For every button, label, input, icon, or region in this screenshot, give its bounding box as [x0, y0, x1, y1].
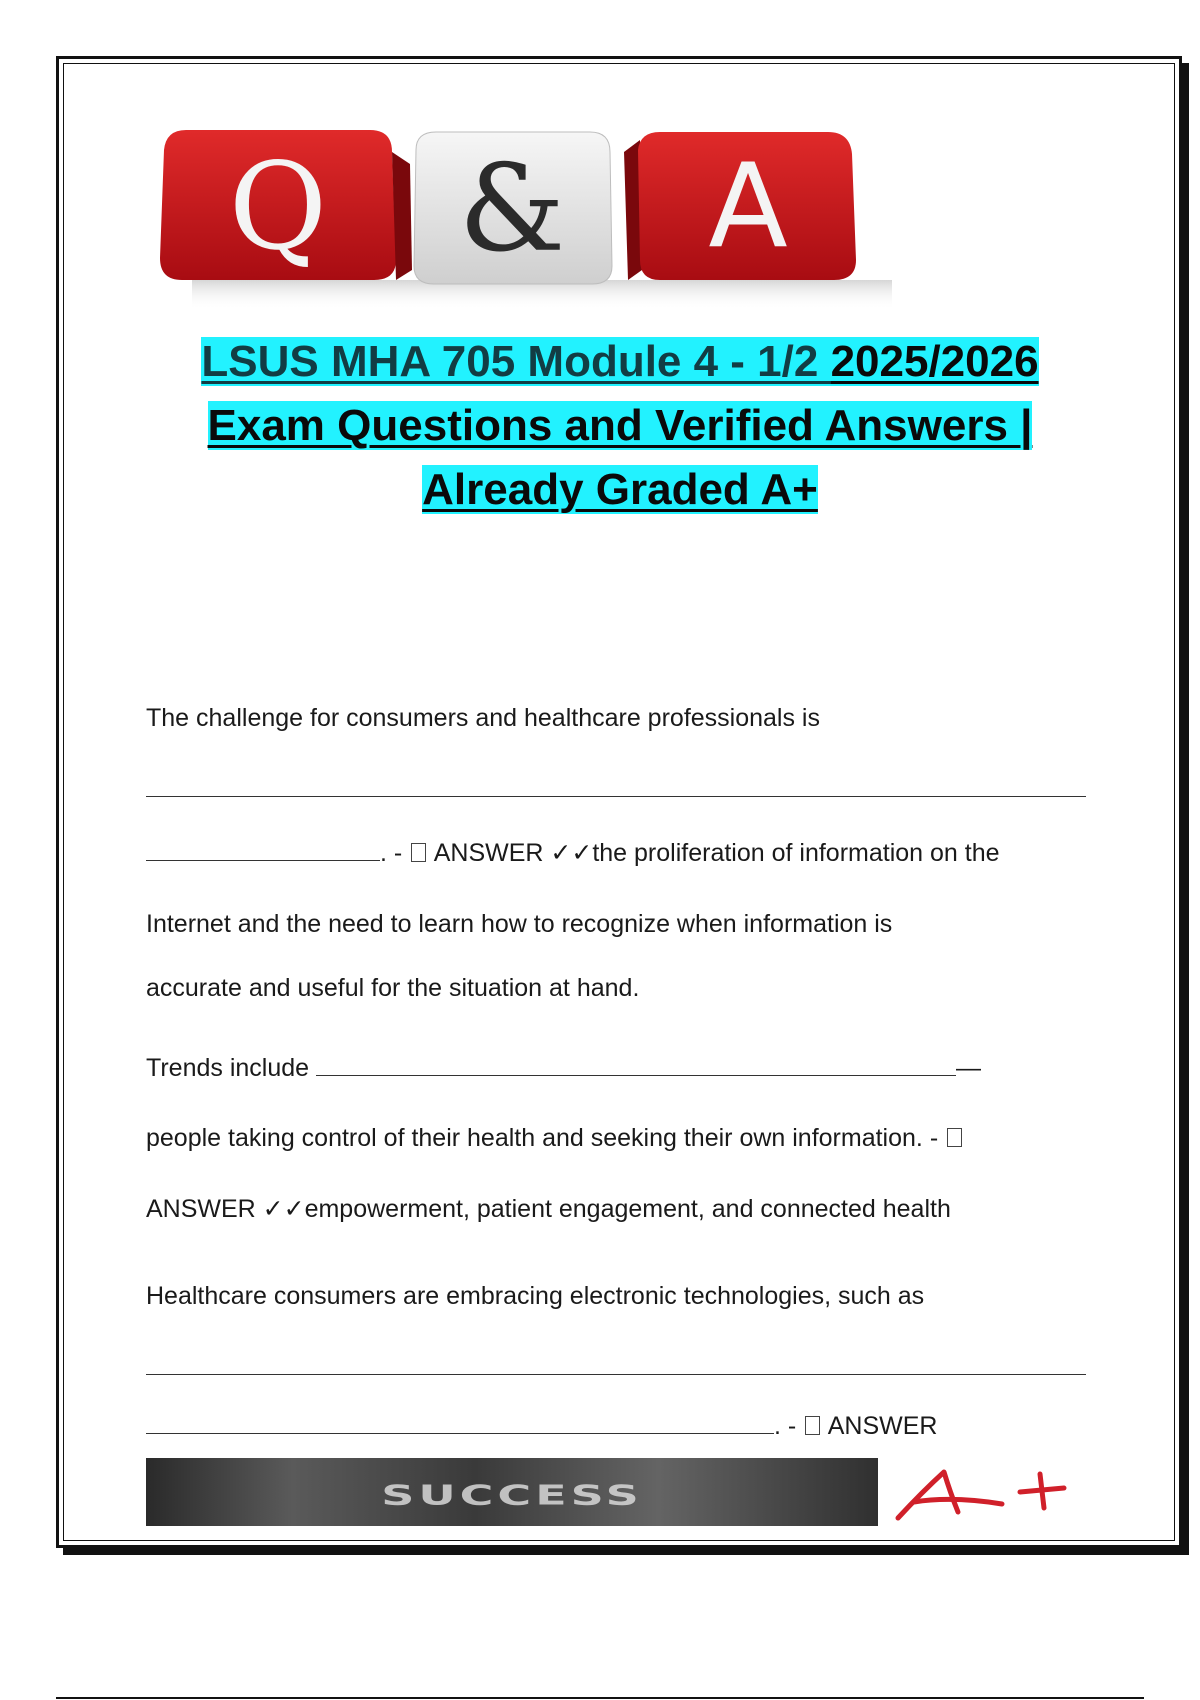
- q3-question-text: Healthcare consumers are embracing electronic technologies, such as: [146, 1282, 925, 1310]
- success-banner-text: SUCCESS: [381, 1478, 643, 1512]
- page-bottom-rule: [56, 1697, 1144, 1699]
- q2-question-line1: [146, 1054, 981, 1083]
- amp-die: [414, 132, 612, 284]
- grade-mark-text: A+: [892, 1462, 894, 1463]
- q2-answer-line: [146, 1194, 951, 1224]
- title-line1-part-b: 2025/2026: [830, 337, 1039, 386]
- q3-answer-label: ANSWER: [827, 1412, 938, 1440]
- q2-blank-line: [316, 1055, 956, 1076]
- success-chalkboard-banner: [146, 1458, 878, 1526]
- missing-glyph-icon: [805, 1416, 820, 1435]
- q2-answer-text: empowerment, patient engagement, and connected health: [304, 1195, 951, 1223]
- q1-answer-intro: . -: [380, 839, 410, 867]
- title-line2: Exam Questions and Verified Answers |: [207, 401, 1033, 450]
- q1-answer-text-2: Internet and the need to learn how to recognize when information is: [146, 910, 893, 938]
- title-line1-part-a: LSUS MHA 705 Module 4 - 1/2: [201, 337, 831, 386]
- a-plus-grade-mark: [892, 1462, 1072, 1528]
- q2-question-text-a: Trends include: [146, 1054, 316, 1082]
- document-title: [130, 330, 1110, 522]
- q1-answer-text-1: the proliferation of information on the: [592, 839, 1000, 867]
- q-die: [160, 130, 412, 280]
- a-die: [624, 132, 856, 280]
- missing-glyph-icon: [411, 843, 426, 862]
- q2-question-text-2: people taking control of their health and seeking their own information. -: [146, 1124, 946, 1152]
- q1-answer-label: ANSWER ✓✓: [433, 839, 593, 867]
- ampersand-letter: &: [458, 140, 566, 279]
- a-letter: A: [708, 139, 788, 274]
- q3-blank-line-1: [146, 1374, 1086, 1375]
- q3-answer-intro: . -: [774, 1412, 804, 1440]
- q1-blank-line-2: [146, 840, 380, 861]
- title-line3: Already Graded A+: [422, 465, 818, 514]
- q1-question-text: The challenge for consumers and healthcare professionals is: [146, 704, 820, 732]
- q1-blank-line-1: [146, 796, 1086, 797]
- qa-dice-logo: [152, 120, 932, 310]
- q2-answer-label: ANSWER ✓✓: [146, 1195, 305, 1223]
- q3-answer-line: [146, 1412, 937, 1441]
- q-letter: Q: [228, 138, 328, 277]
- q1-answer-text-3: accurate and useful for the situation at hand.: [146, 974, 640, 1002]
- missing-glyph-icon: [947, 1128, 962, 1147]
- q2-question-text-b: —: [956, 1054, 981, 1082]
- q2-question-line2: [146, 1124, 964, 1153]
- q1-answer-line: [146, 838, 1000, 868]
- q3-blank-line-2: [146, 1413, 774, 1434]
